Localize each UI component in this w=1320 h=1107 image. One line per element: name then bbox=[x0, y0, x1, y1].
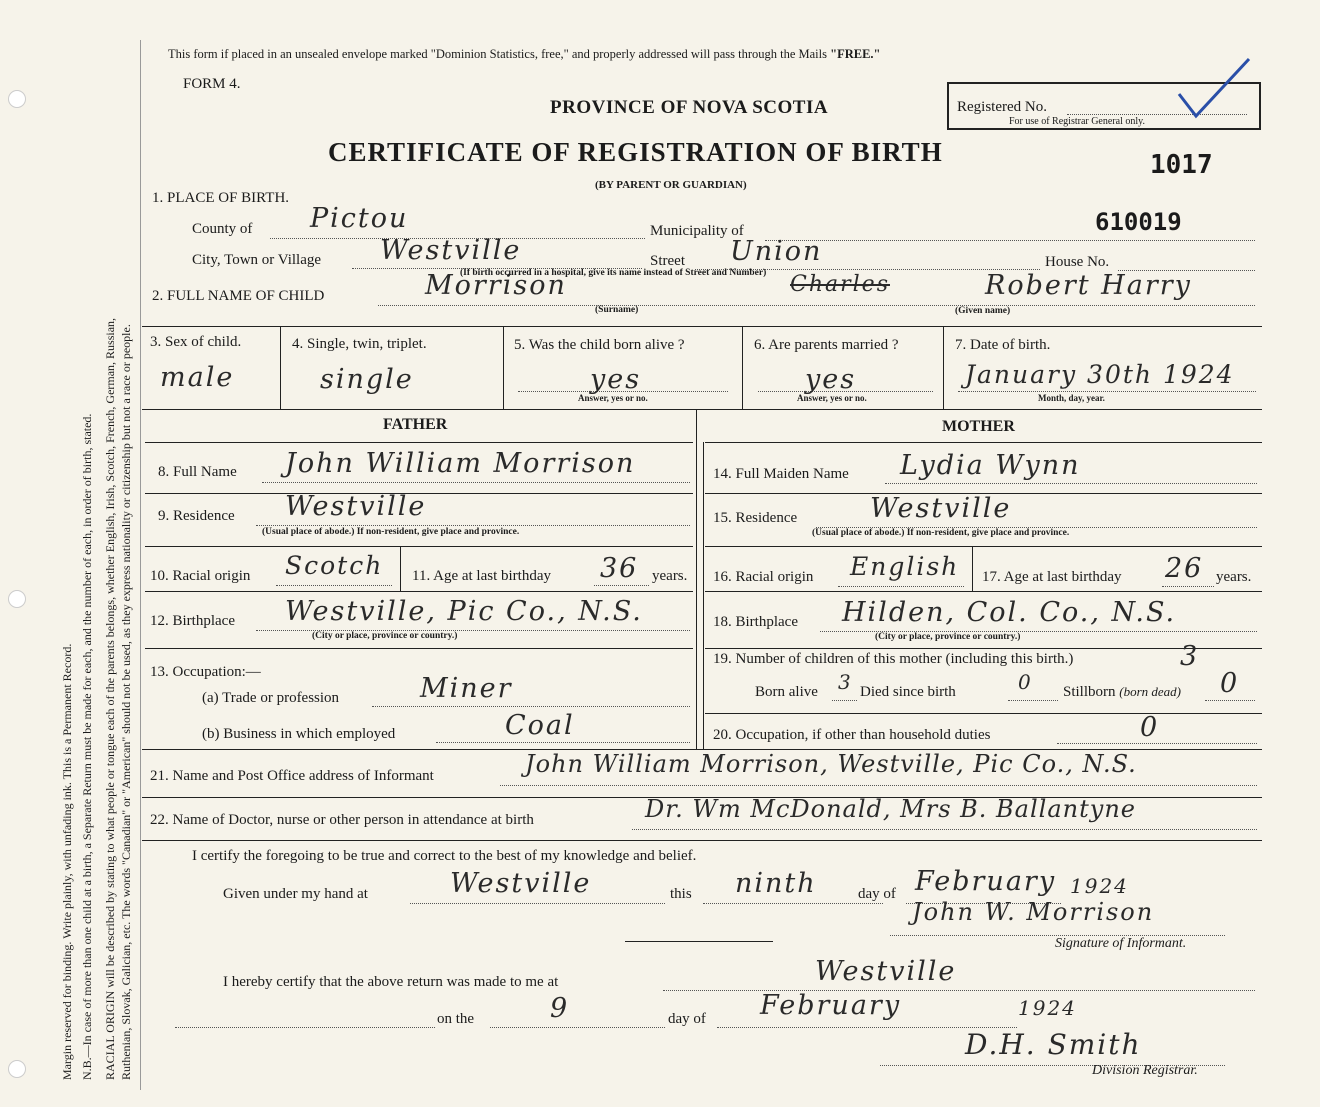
margin-rule bbox=[140, 40, 141, 1090]
county-value: Pictou bbox=[310, 203, 409, 234]
mother-residence-label: 15. Residence bbox=[713, 510, 798, 526]
house-label: House No. bbox=[1045, 254, 1110, 270]
child-surname: Morrison bbox=[425, 270, 567, 301]
mother-occupation-label: 20. Occupation, if other than household duties bbox=[713, 727, 991, 743]
child-given-name: Robert Harry bbox=[985, 270, 1192, 301]
father-birthplace-note: (City or place, province or country.) bbox=[312, 631, 458, 641]
father-heading: FATHER bbox=[383, 416, 448, 433]
mother-occupation-value: 0 bbox=[1140, 712, 1160, 743]
mother-residence-value: Westville bbox=[870, 493, 1012, 524]
municipality-label: Municipality of bbox=[650, 223, 744, 239]
signature-label: Signature of Informant. bbox=[1055, 936, 1187, 951]
died-value: 0 bbox=[1018, 670, 1033, 694]
father-race-value: Scotch bbox=[285, 551, 384, 580]
given-under-label: Given under my hand at bbox=[223, 886, 368, 902]
stillborn-value: 0 bbox=[1220, 668, 1240, 699]
trade-value: Miner bbox=[420, 673, 513, 704]
mother-race-value: English bbox=[850, 552, 960, 581]
father-residence-value: Westville bbox=[285, 491, 427, 522]
registration-month-value: February bbox=[760, 990, 902, 1021]
street-label: Street bbox=[650, 253, 685, 269]
hospital-note: (If birth occurred in a hospital, give its name instead of Street and Number) bbox=[460, 268, 767, 278]
died-label: Died since birth bbox=[860, 684, 956, 700]
plurality-value: single bbox=[320, 364, 414, 395]
binding-hole bbox=[8, 590, 26, 608]
dob-value: January 30th 1924 bbox=[965, 360, 1235, 389]
margin-note-2: N.B.—In case of more than one child at a birth, a Separate Return must be made for each, and the number of each, in order of birth, stated. bbox=[80, 413, 94, 1080]
mother-heading: MOTHER bbox=[942, 418, 1015, 435]
dob-note: Month, day, year. bbox=[1038, 393, 1105, 403]
divider bbox=[625, 941, 773, 942]
father-name-value: John William Morrison bbox=[285, 448, 636, 479]
answer-note: Answer, yes or no. bbox=[578, 393, 648, 403]
mother-age-label: 17. Age at last birthday bbox=[982, 569, 1122, 585]
born-alive-count-label: Born alive bbox=[755, 684, 818, 700]
dob-label: 7. Date of birth. bbox=[955, 337, 1051, 353]
margin-note-3: RACIAL ORIGIN will be described by stating to what people or tongue each of the parents belongs, whether English, Irish, Scotch, French, German, Russian, bbox=[103, 317, 117, 1080]
hereby-text: I hereby certify that the above return was made to me at bbox=[223, 974, 559, 990]
father-occupation-label: 13. Occupation:— bbox=[150, 664, 261, 680]
father-birthplace-label: 12. Birthplace bbox=[150, 613, 235, 629]
this-label: this bbox=[670, 886, 692, 902]
mother-name-label: 14. Full Maiden Name bbox=[713, 466, 849, 482]
form-number: FORM 4. bbox=[183, 76, 241, 92]
county-label: County of bbox=[192, 221, 253, 237]
mother-birthplace-value: Hilden, Col. Co., N.S. bbox=[842, 597, 1177, 628]
father-age-label: 11. Age at last birthday bbox=[412, 568, 551, 584]
informant-signature: John W. Morrison bbox=[912, 898, 1155, 926]
certify-text: I certify the foregoing to be true and correct to the best of my knowledge and belief. bbox=[192, 848, 697, 864]
stamp-number-2: 610019 bbox=[1095, 208, 1182, 236]
doctor-label: 22. Name of Doctor, nurse or other person in attendance at birth bbox=[150, 812, 534, 828]
given-place-value: Westville bbox=[450, 868, 592, 899]
given-name-note: (Given name) bbox=[955, 306, 1011, 316]
trade-label: (a) Trade or profession bbox=[202, 690, 340, 706]
born-alive-label: 5. Was the child born alive ? bbox=[514, 337, 685, 353]
children-count-value: 3 bbox=[1180, 641, 1200, 672]
binding-hole bbox=[8, 90, 26, 108]
father-race-label: 10. Racial origin bbox=[150, 568, 251, 584]
mother-residence-note: (Usual place of abode.) If non-resident, give place and province. bbox=[812, 528, 1070, 538]
surname-note: (Surname) bbox=[595, 305, 639, 315]
father-years: years. bbox=[652, 568, 688, 584]
business-label: (b) Business in which employed bbox=[202, 726, 396, 742]
mother-birthplace-note: (City or place, province or country.) bbox=[875, 632, 1021, 642]
informant-label: 21. Name and Post Office address of Informant bbox=[150, 768, 434, 784]
sex-label: 3. Sex of child. bbox=[150, 334, 242, 350]
mother-birthplace-label: 18. Birthplace bbox=[713, 614, 798, 630]
children-count-label: 19. Number of children of this mother (including this birth.) bbox=[713, 651, 1074, 667]
child-name-label: 2. FULL NAME OF CHILD bbox=[152, 288, 325, 304]
married-value: yes bbox=[805, 364, 857, 395]
registrar-label: Division Registrar. bbox=[1092, 1063, 1198, 1078]
checkmark-icon bbox=[1174, 54, 1254, 129]
registration-day-of-label: day of bbox=[668, 1011, 706, 1027]
on-the-label: on the bbox=[437, 1011, 475, 1027]
page-title: CERTIFICATE OF REGISTRATION OF BIRTH bbox=[328, 137, 943, 167]
married-label: 6. Are parents married ? bbox=[754, 337, 899, 353]
business-value: Coal bbox=[505, 710, 575, 741]
stillborn-label: Stillborn (born dead) bbox=[1063, 684, 1182, 700]
father-residence-label: 9. Residence bbox=[158, 508, 235, 524]
doctor-value: Dr. Wm McDonald, Mrs B. Ballantyne bbox=[645, 795, 1136, 823]
mother-years: years. bbox=[1216, 569, 1252, 585]
place-heading: 1. PLACE OF BIRTH. bbox=[152, 190, 290, 206]
mother-age-value: 26 bbox=[1165, 553, 1204, 584]
city-label: City, Town or Village bbox=[192, 252, 322, 268]
city-value: Westville bbox=[380, 235, 522, 266]
father-age-value: 36 bbox=[600, 553, 639, 584]
father-birthplace-value: Westville, Pic Co., N.S. bbox=[285, 596, 643, 627]
subtitle: (BY PARENT OR GUARDIAN) bbox=[595, 179, 747, 191]
stamp-number: 1017 bbox=[1150, 150, 1213, 180]
mother-name-value: Lydia Wynn bbox=[900, 450, 1081, 481]
born-alive-count-value: 3 bbox=[838, 670, 853, 694]
registration-day-value: 9 bbox=[550, 993, 570, 1024]
struck-name: Charles bbox=[790, 272, 890, 297]
answer-note-2: Answer, yes or no. bbox=[797, 393, 867, 403]
sex-value: male bbox=[160, 362, 235, 393]
mother-race-label: 16. Racial origin bbox=[713, 569, 814, 585]
plurality-label: 4. Single, twin, triplet. bbox=[292, 336, 427, 352]
margin-note-4: Ruthenian, Slovak, Galician, etc. The words "Canadian" or "American" should not be used, as they express nationality or citizenship but not a race or people. bbox=[119, 324, 133, 1080]
informant-value: John William Morrison, Westville, Pic Co., N.S. bbox=[525, 750, 1137, 778]
registration-place-value: Westville bbox=[815, 956, 957, 987]
binding-hole bbox=[8, 1060, 26, 1078]
margin-note-1: Margin reserved for binding. Write plainly, with unfading ink. This is a Permanent Record. bbox=[60, 643, 74, 1080]
given-year-value: 1924 bbox=[1070, 874, 1129, 898]
day-of-label: day of bbox=[858, 886, 896, 902]
street-value: Union bbox=[730, 236, 823, 267]
born-alive-value: yes bbox=[590, 364, 642, 395]
given-day-value: ninth bbox=[735, 868, 817, 899]
father-name-label: 8. Full Name bbox=[158, 464, 237, 480]
postal-notice: This form if placed in an unsealed envelope marked "Dominion Statistics, free," and properly addressed will pass through the Mails "FREE." bbox=[168, 47, 881, 61]
registered-box bbox=[947, 82, 1261, 130]
registrar-use-note: For use of Registrar General only. bbox=[1009, 116, 1145, 127]
given-month-value: February bbox=[915, 866, 1057, 897]
registrar-signature: D.H. Smith bbox=[965, 1028, 1142, 1061]
registered-label: Registered No. bbox=[957, 99, 1047, 115]
father-residence-note: (Usual place of abode.) If non-resident, give place and province. bbox=[262, 527, 520, 537]
province-heading: PROVINCE OF NOVA SCOTIA bbox=[550, 97, 829, 118]
registration-year-value: 1924 bbox=[1018, 996, 1077, 1020]
